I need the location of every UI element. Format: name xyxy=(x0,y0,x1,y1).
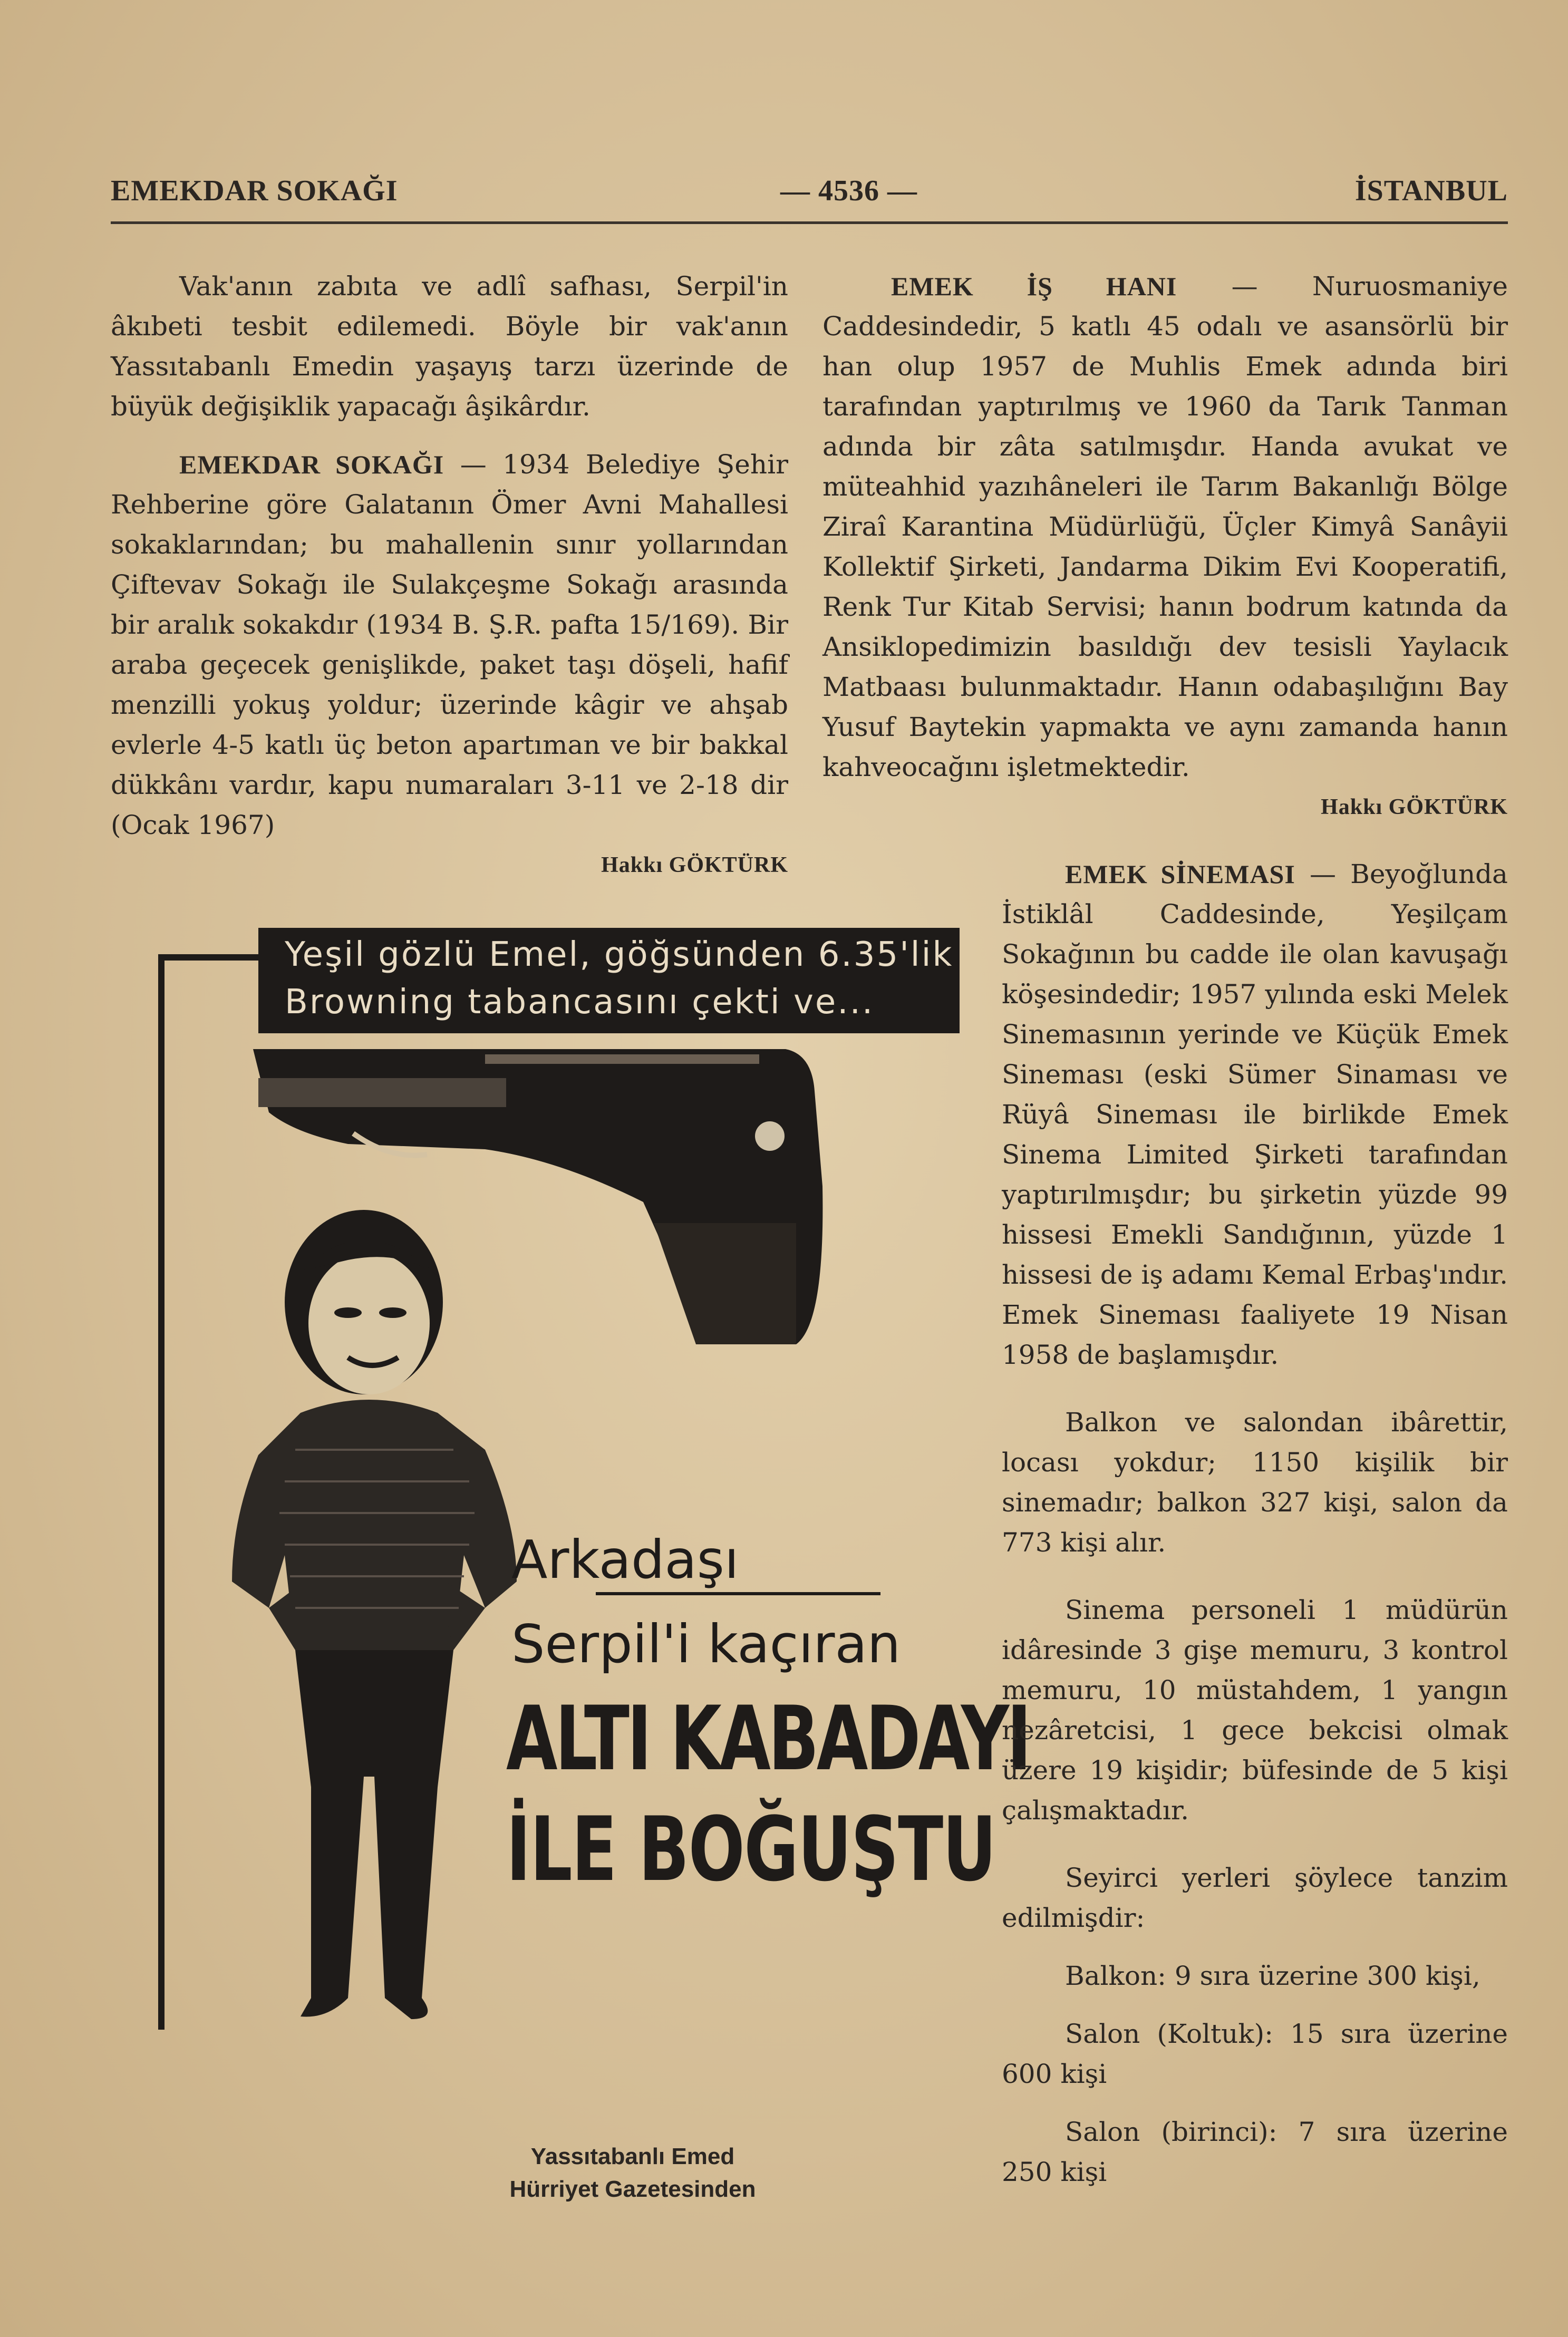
entry-emek-sinemasi xyxy=(1002,854,1508,1375)
banner-line-1: Yeşil gözlü Emel, göğsünden 6.35'lik xyxy=(285,935,954,974)
headline-line-4: İLE BOĞUŞTU xyxy=(506,1798,996,1901)
entry-title-emek-sinemasi: EMEK SİNEMASI xyxy=(1065,859,1295,889)
banner-line-2: Browning tabancasını çekti ve... xyxy=(285,983,875,1022)
page-number: — 4536 — xyxy=(780,174,917,207)
paragraph-salon-birinci: Salon (birinci): 7 sıra üzerine 250 kişi xyxy=(1002,2117,1508,2187)
headline-line-1: Arkadaşı xyxy=(511,1529,739,1591)
running-head-right: İSTANBUL xyxy=(1354,174,1508,207)
right-column-lower xyxy=(1002,854,1508,2192)
headline-line-3: ALTI KABADAYI xyxy=(506,1687,1030,1790)
author-signature-2: Hakkı GÖKTÜRK xyxy=(1321,795,1508,819)
clipping-banner xyxy=(258,928,960,1033)
newspaper-clipping xyxy=(158,928,1030,2202)
paragraph-vaka: Vak'anın zabıta ve adlî safhası, Serpil'in âkıbeti tesbit edilemedi. Böyle bir vak'anın Yassıtabanlı Emedin yaşayış tarzı üzerinde de büyük değişiklik yapacağı âşikârdır. xyxy=(111,271,788,422)
entry-body: — 1934 Belediye Şehir Rehberine göre Galatanın Ömer Avni Mahallesi sokaklarından; bu mahallenin sınır yollarından Çiftevav Sokağı ile Sulakçeşme Sokağı arasında bir aralık sokakdır (1934 B. Ş.R. pafta 15/169). Bir araba geçecek genişlikde, paket taşı döşeli, hafif menzilli yokuş yoldur; üzerinde kâgir ve ahşab evlerle 4-5 katlı üç beton apartıman ve bir bakkal dükkânı vardır, kapu numaraları 3-11 ve 2-18 dir (Ocak 1967) xyxy=(111,449,788,840)
entry-body-emek-sinemasi: — Beyoğlunda İstiklâl Caddesinde, Yeşilçam Sokağının bu cadde ile olan kavuşağı köşesindedir; 1957 yılında eski Melek Sinemasının yerinde ve Küçük Emek Sineması (eski Sümer Sinaması ve Rüyâ Sineması ile birlikde Emek Sinema Limited Şirketi tarafından yaptırılmışdır; bu şirketin yüzde 99 hissesi Emekli Sandığının, yüzde 1 hissesi de iş adamı Kemal Erbaş'ındır. Emek Sineması faaliyete 19 Nisan 1958 de başlamışdır. xyxy=(1002,859,1508,1370)
caption-line-1: Yassıtabanlı Emed xyxy=(530,2144,735,2169)
entry-title: EMEKDAR SOKAĞI xyxy=(179,450,444,479)
running-head-left: EMEKDAR SOKAĞI xyxy=(111,174,398,207)
caption-line-2: Hürriyet Gazetesinden xyxy=(509,2176,756,2202)
right-column-upper xyxy=(822,266,1508,827)
paragraph-salon-koltuk: Salon (Koltuk): 15 sıra üzerine 600 kişi xyxy=(1002,2019,1508,2089)
paragraph-personel: Sinema personeli 1 müdürün idâresinde 3 gişe memuru, 3 kontrol memuru, 10 müstahdem, 1 yangın nezâretcisi, 1 gece bekcisi olmak üzere 19 kişidir; büfesinde de 5 kişi çalışmaktadır. xyxy=(1002,1595,1508,1826)
entry-body-emek-is-hani: — Nuruosmaniye Caddesindedir, 5 katlı 45 odalı ve asansörlü bir han olup 1957 de Muhlis Emek adında biri tarafından yaptırılmış ve 1960 da Tarık Tanman adında bir zâta satılmışdır. Handa avukat ve müteahhid yazıhâneleri ile Tarım Bakanlığı Bölge Ziraî Karantina Müdürlüğü, Üçler Kimyâ Sanâyii Kollektif Şirketi, Jandarma Dikim Evi Kooperatifi, Renk Tur Kitab Servisi; hanın bodrum katında da Ansiklopedimizin basıldığı dev tesisli Yaylacık Matbaası bulunmaktadır. Hanın odabaşılığını Bay Yusuf Baytekin yapmakta ve aynı zamanda hanın kahveocağını işletmektedir. xyxy=(822,271,1508,782)
headline-rule xyxy=(596,1592,880,1595)
entry-title-emek-is-hani: EMEK İŞ HANI xyxy=(891,271,1177,301)
left-column xyxy=(111,266,788,885)
author-signature: Hakkı GÖKTÜRK xyxy=(601,853,788,877)
paragraph-balkon-sira: Balkon: 9 sıra üzerine 300 kişi, xyxy=(1065,1961,1480,1991)
headline-line-2: Serpil'i kaçıran xyxy=(511,1613,901,1675)
paragraph-seyirci: Seyirci yerleri şöylece tanzim edilmişdir: xyxy=(1002,1863,1508,1933)
header-rule xyxy=(111,221,1508,224)
page-header xyxy=(111,174,1508,216)
paragraph-balkon-salon: Balkon ve salondan ibârettir, locası yokdur; 1150 kişilik bir sinemadır; balkon 327 kişi, salon da 773 kişi alır. xyxy=(1002,1407,1508,1558)
clipping-caption xyxy=(369,2140,896,2206)
entry-emek-is-hani xyxy=(822,266,1508,787)
entry-emekdar-sokagi xyxy=(111,444,788,845)
